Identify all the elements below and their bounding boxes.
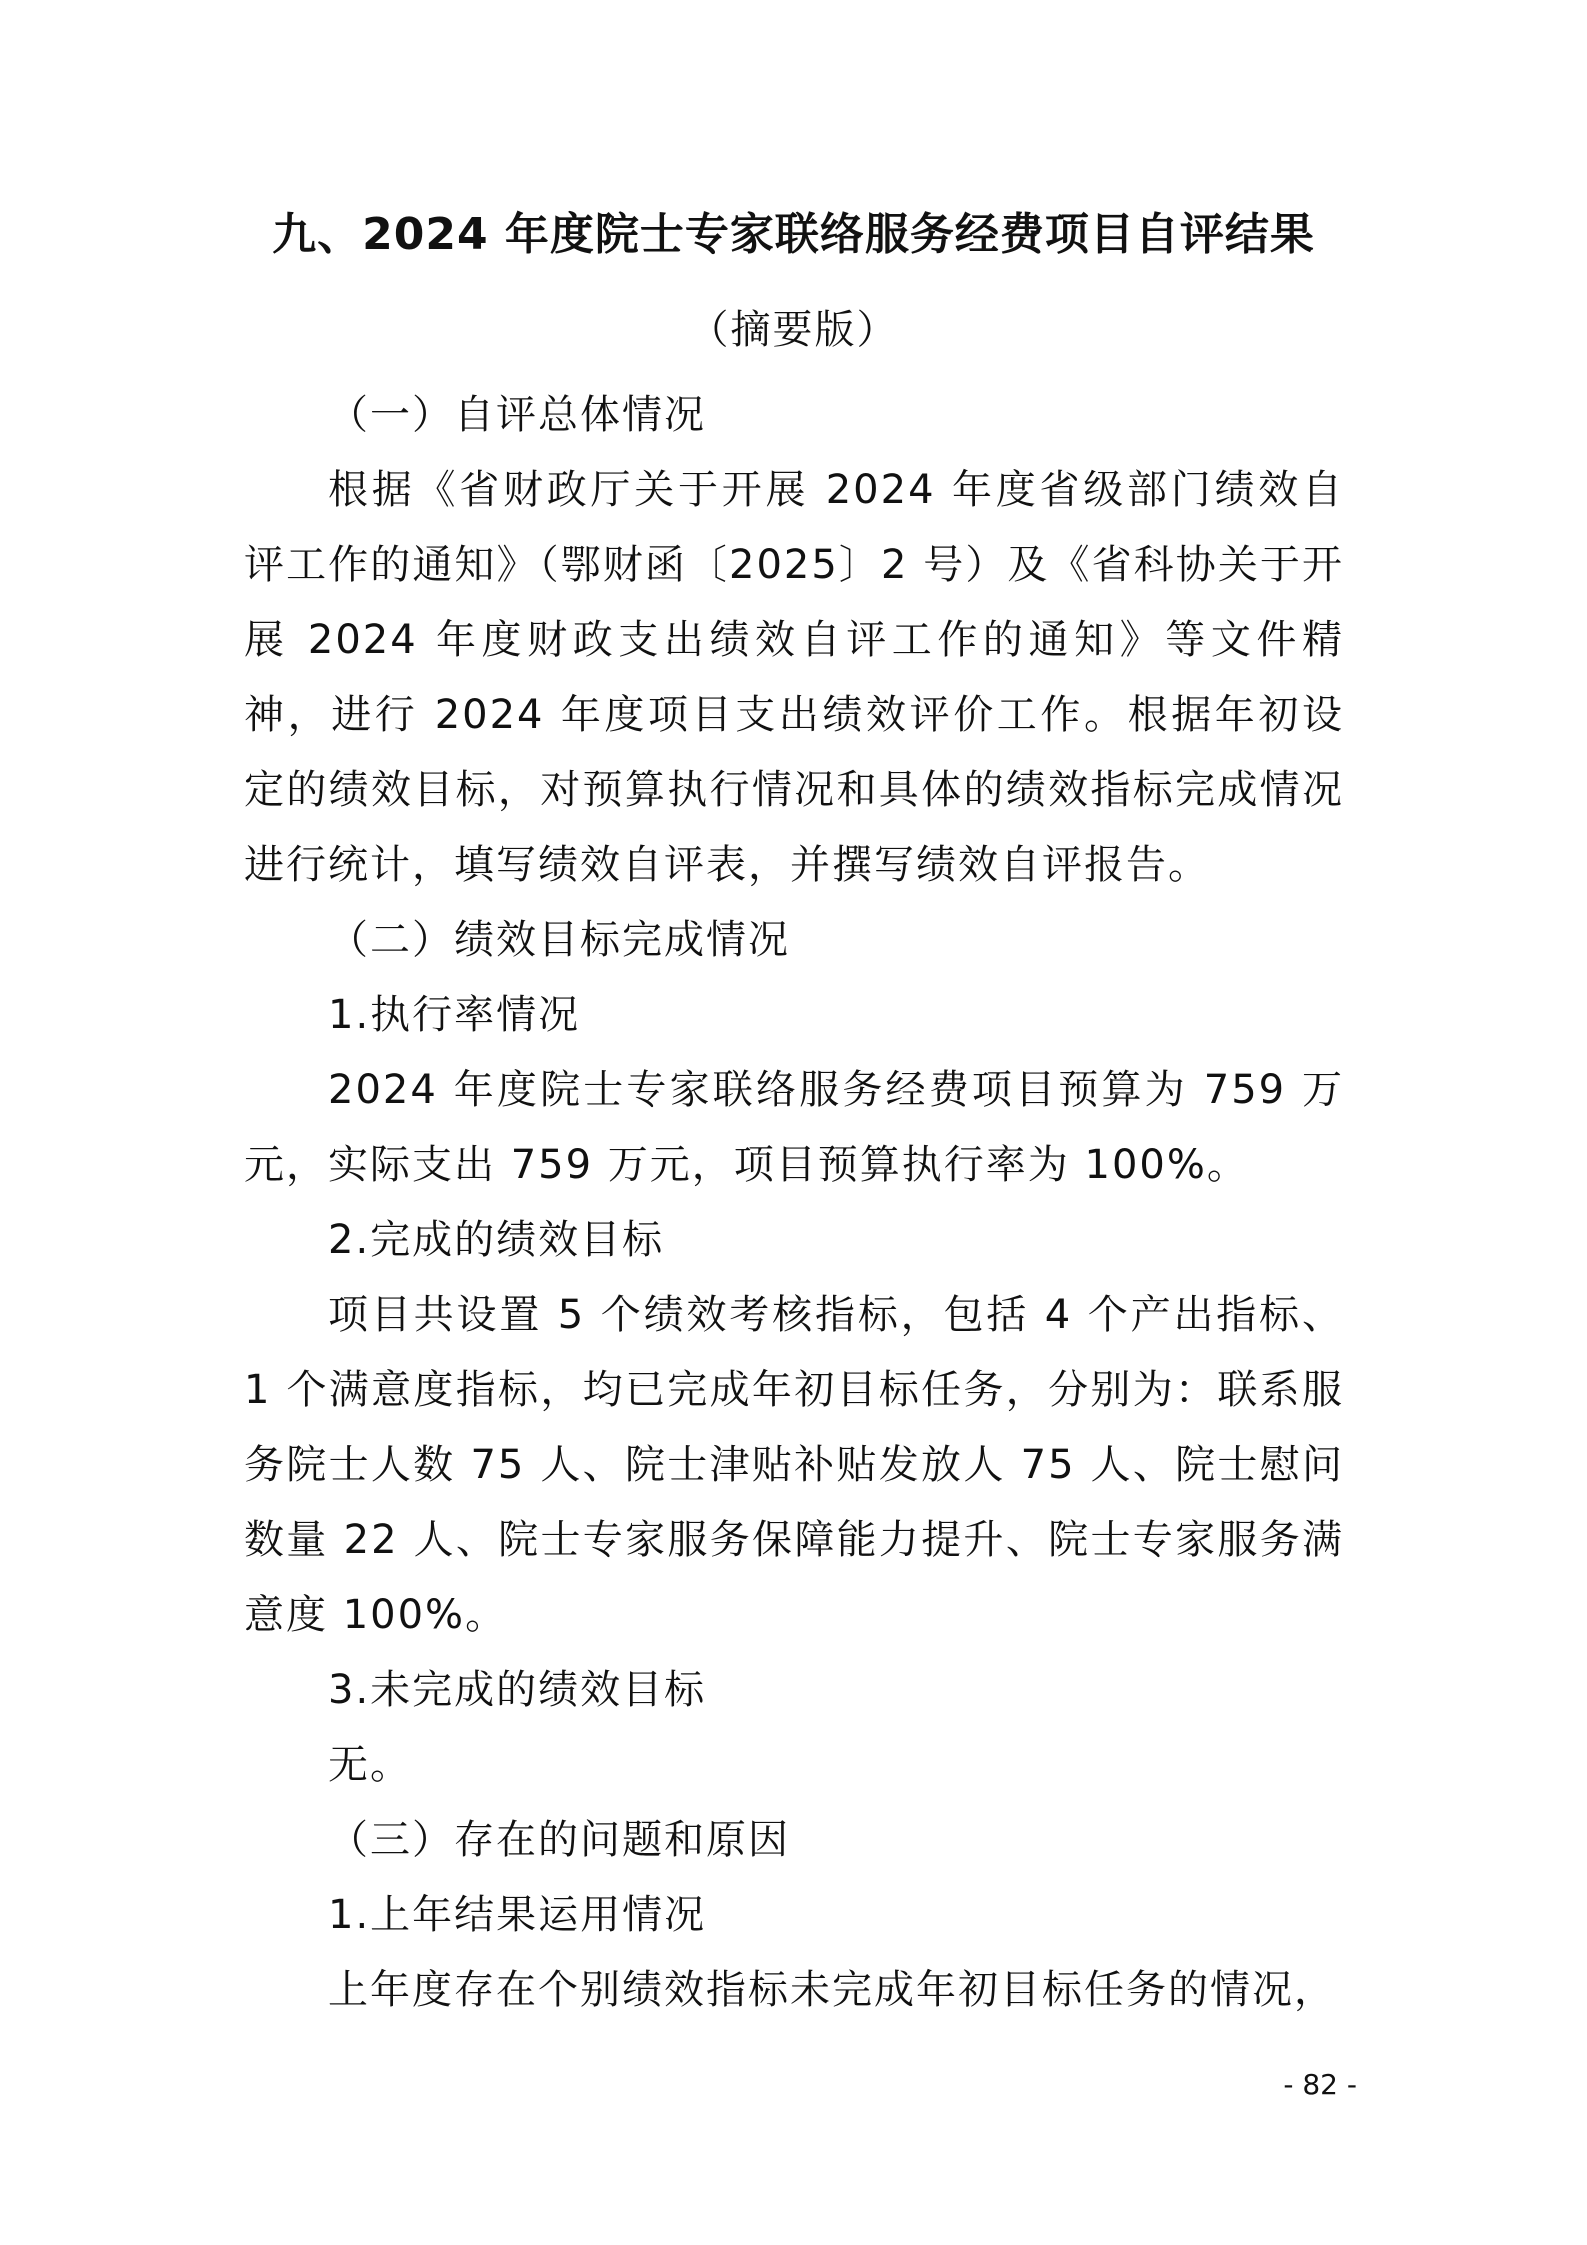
document-title: 九、2024 年度院士专家联络服务经费项目自评结果 bbox=[272, 209, 1315, 260]
document-subtitle: （摘要版） bbox=[688, 307, 899, 353]
paragraph-execution-rate: 2024 年度院士专家联络服务经费项目预算为 759 万元，实际支出 759 万元，项目预算执行率为 100%。 bbox=[244, 1067, 1344, 1188]
subheading-uncompleted-goals: 3.未完成的绩效目标 bbox=[328, 1667, 707, 1713]
paragraph-uncompleted-goals: 无。 bbox=[328, 1742, 412, 1788]
section-heading-problems: （三）存在的问题和原因 bbox=[328, 1817, 790, 1863]
section-heading-goals: （二）绩效目标完成情况 bbox=[328, 917, 790, 963]
subheading-last-year-results: 1.上年结果运用情况 bbox=[328, 1892, 707, 1938]
subheading-completed-goals: 2.完成的绩效目标 bbox=[328, 1217, 665, 1263]
subheading-execution-rate: 1.执行率情况 bbox=[328, 992, 581, 1038]
paragraph-overall: 根据《省财政厅关于开展 2024 年度省级部门绩效自评工作的通知》（鄂财函〔2025〕2 号）及《省科协关于开展 2024 年度财政支出绩效自评工作的通知》等文件精神，进行 2024 年度项目支出绩效评价工作。根据年初设定的绩效目标，对预算执行情况和具体的绩效指标完成情况进行统计，填写绩效自评表，并撰写绩效自评报告。 bbox=[244, 467, 1344, 888]
paragraph-completed-goals: 项目共设置 5 个绩效考核指标，包括 4 个产出指标、1 个满意度指标，均已完成年初目标任务，分别为：联系服务院士人数 75 人、院士津贴补贴发放人 75 人、院士慰问数量 22 人、院士专家服务保障能力提升、院士专家服务满意度 100%。 bbox=[244, 1292, 1344, 1638]
section-heading-overall: （一）自评总体情况 bbox=[328, 392, 706, 438]
document-body bbox=[244, 378, 1344, 2028]
paragraph-last-year-results: 上年度存在个别绩效指标未完成年初目标任务的情况， bbox=[328, 1967, 1336, 2013]
page-number: - 82 - bbox=[1283, 2068, 1357, 2101]
